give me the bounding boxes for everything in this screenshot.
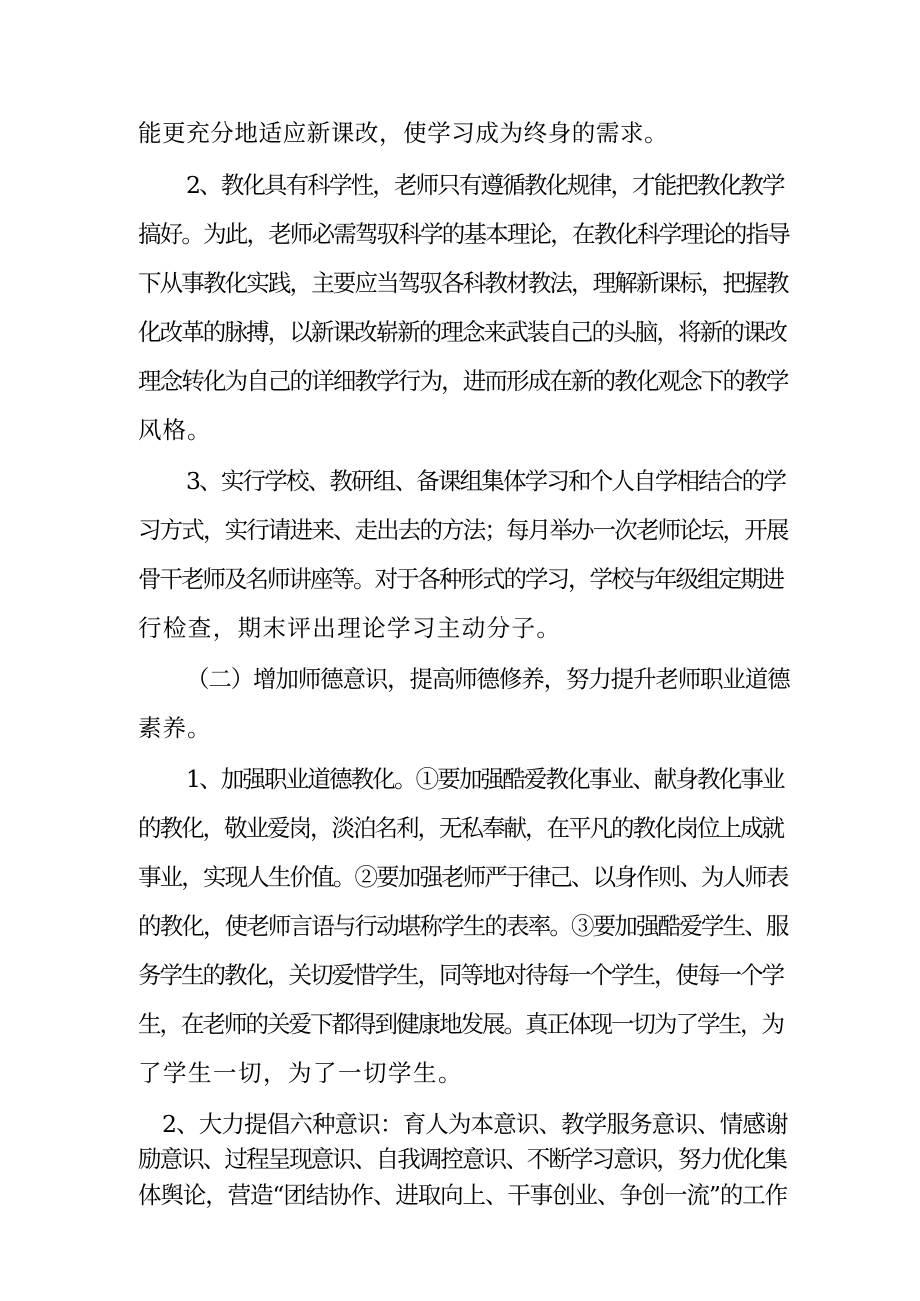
paragraph-start: 2、大力提倡六种意识：育人为本意识、教学服务意识、情感谢 bbox=[162, 1110, 788, 1138]
section-heading: （二）增加师德意识，提高师德修养，努力提升老师职业道德 bbox=[186, 665, 790, 693]
paragraph-start: 3、实行学校、教研组、备课组集体学习和个人自学相结合的学 bbox=[186, 467, 786, 495]
text-line: 理念转化为自己的详细教学行为，进而形成在新的教化观念下的教学 bbox=[138, 367, 788, 395]
text-line: 化改革的脉搏，以新课改崭新的理念来武装自己的头脑，将新的课改 bbox=[138, 318, 786, 346]
text-line: 骨干老师及名师讲座等。对于各种形式的学习，学校与年级组定期进 bbox=[138, 565, 783, 593]
text-line: 习方式，实行请进来、走出去的方法；每月举办一次老师论坛，开展 bbox=[138, 516, 788, 544]
text-line: 风格。 bbox=[138, 416, 212, 444]
text-line: 务学生的教化，关切爱惜学生，同等地对待每一个学生，使每一个学 bbox=[138, 961, 783, 989]
text-line: 的教化，敬业爱岗，淡泊名利，无私奉献，在平凡的教化岗位上成就 bbox=[138, 814, 783, 842]
paragraph-start: 1、加强职业道德教化。①要加强酷爱教化事业、献身教化事业 bbox=[186, 765, 784, 793]
text-line: 事业，实现人生价值。②要加强老师严于律己、以身作则、为人师表 bbox=[138, 863, 788, 891]
paragraph-start: 2、教化具有科学性，老师只有遵循教化规律，才能把教化教学 bbox=[186, 171, 784, 199]
text-line: 下从事教化实践，主要应当驾驭各科教材教法，理解新课标，把握教 bbox=[138, 269, 788, 297]
text-line: 了学生一切，为了一切学生。 bbox=[138, 1059, 463, 1087]
text-line: 搞好。为此，老师必需驾驭科学的基本理论，在教化科学理论的指导 bbox=[138, 220, 789, 248]
text-line: 体舆论，营造“团结协作、进取向上、干事创业、争创一流”的工作 bbox=[138, 1181, 788, 1209]
text-line: 生，在老师的关爱下都得到健康地发展。真正体现一切为了学生，为 bbox=[138, 1010, 783, 1038]
text-line: 励意识、过程呈现意识、自我调控意识、不断学习意识，努力优化集 bbox=[138, 1145, 786, 1173]
section-heading-continued: 素养。 bbox=[138, 714, 212, 742]
text-line: 行检查，期末评出理论学习主动分子。 bbox=[138, 614, 562, 642]
text-line: 的教化，使老师言语与行动堪称学生的表率。③要加强酷爱学生、服 bbox=[138, 912, 788, 940]
text-line: 能更充分地适应新课改，使学习成为终身的需求。 bbox=[138, 119, 669, 147]
